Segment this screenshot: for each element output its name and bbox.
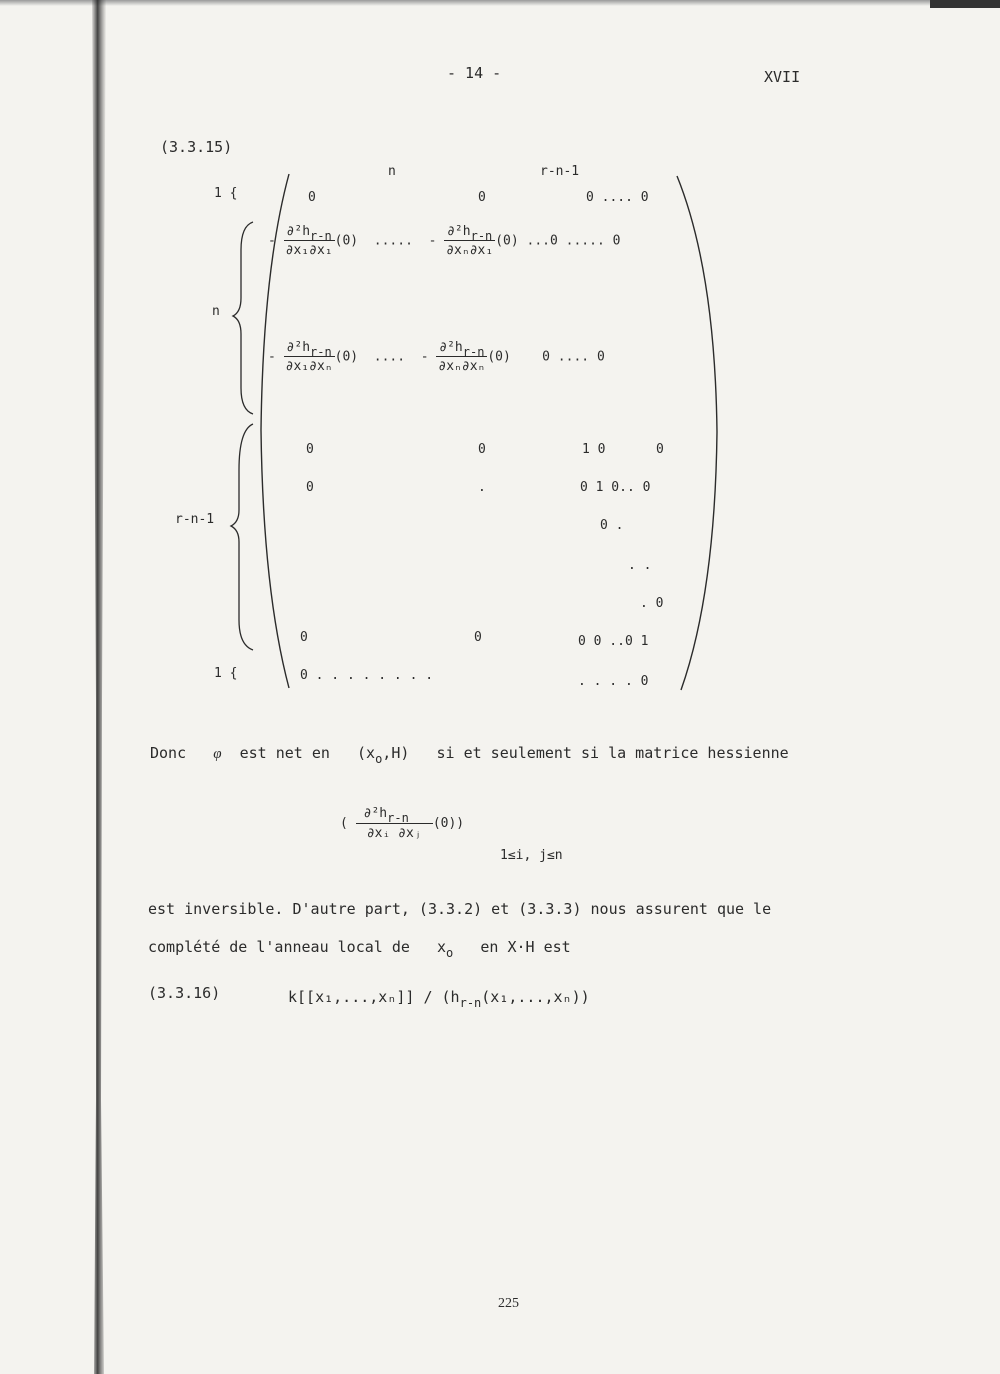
row-label-1-top: 1 { (214, 186, 238, 201)
word: ,H) (382, 744, 410, 762)
matrix-r1-c2: 0 (478, 190, 486, 205)
matrix-r7-c3: . . (628, 558, 652, 573)
phi-symbol: φ (213, 746, 222, 762)
frac-numerator-sub: r-n (310, 229, 332, 243)
minus-sign: - (268, 233, 276, 249)
matrix-r10-c3: . . . . 0 (578, 674, 649, 689)
matrix-row2 (268, 224, 620, 258)
word: est net en (239, 744, 330, 762)
equation-3-3-16 (288, 988, 590, 1010)
row-label-r-n-1: r-n-1 (175, 512, 215, 527)
word: (x (357, 744, 376, 762)
section-number: XVII (764, 68, 801, 86)
eval-at-zero: (0)) (432, 816, 465, 831)
equation-label: (3.3.15) (160, 138, 233, 156)
frac-denominator: ∂xₙ∂xₙ (438, 359, 486, 374)
inversible-sentence: est inversible. D'autre part, (3.3.2) et (3.3.3) nous assurent que le (148, 900, 772, 918)
frac-numerator-sub: r-n (310, 345, 332, 359)
ellipsis: ..... (373, 233, 413, 249)
matrix-r9-c3: 0 0 ..0 1 (578, 634, 649, 649)
word: complété de l'anneau local de (148, 938, 410, 956)
matrix-r1-c3: 0 .... 0 (586, 190, 649, 205)
column-label-n: n (388, 164, 396, 179)
eval-at-zero: (0) (487, 349, 511, 365)
eval-at-zero: (0) (495, 233, 519, 249)
matrix-r5-c1: 0 (306, 480, 314, 495)
fraction-d2h-dx1dxn (284, 340, 335, 374)
complete-sentence (148, 938, 571, 960)
frac-numerator: ∂²h (286, 340, 311, 355)
subscript: o (375, 752, 383, 766)
scan-mark (930, 0, 1000, 8)
matrix-r4-c3: 1 0 (582, 442, 606, 457)
frac-numerator-sub: r-n (470, 229, 493, 243)
frac-numerator: ∂²h (439, 340, 463, 355)
frac-numerator-sub: r-n (462, 345, 485, 359)
frac-denominator: ∂x₁∂xₙ (285, 359, 333, 374)
ellipsis: .... (373, 349, 406, 365)
scan-edge (0, 0, 1000, 6)
frac-numerator: ∂²h (286, 224, 311, 239)
frac-numerator: ∂²h (447, 224, 471, 239)
equation-label-2: (3.3.16) (148, 984, 221, 1002)
open-paren: ( (340, 816, 348, 831)
row-rest: 0 .... 0 (542, 349, 605, 365)
matrix-r9-c1: 0 (300, 630, 308, 645)
frac-denominator: ∂xᵢ ∂xⱼ (366, 826, 422, 841)
matrix-r4-c1: 0 (306, 442, 314, 457)
matrix-r4-c2: 0 (478, 442, 486, 457)
minus-sign: - (268, 349, 276, 365)
eq-body: k[[x₁,...,xₙ]] / (h (288, 988, 460, 1006)
eval-at-zero: (0) (334, 349, 359, 365)
eval-at-zero: (0) (334, 233, 359, 249)
hessian-matrix-expression (340, 806, 464, 841)
matrix-r5-c3: 0 1 0.. 0 (580, 480, 651, 495)
matrix-r4-c4: 0 (656, 442, 664, 457)
folio-number: 225 (498, 1296, 519, 1311)
eq-tail: (x₁,...,xₙ)) (481, 988, 590, 1006)
minus-sign: - (420, 349, 429, 365)
matrix-row3 (268, 340, 605, 374)
column-label-r-n-1: r-n-1 (540, 164, 580, 179)
row-rest: ...0 ..... 0 (526, 233, 621, 249)
frac-denominator: ∂xₙ∂x₁ (446, 243, 494, 258)
fraction-d2h-dxndx1 (444, 224, 495, 258)
binding-shadow (88, 0, 110, 1374)
word: si et seulement si la matrice hessienne (436, 744, 789, 762)
page-number: - 14 - (447, 64, 502, 82)
donc-sentence (150, 744, 789, 766)
word: x (437, 938, 447, 956)
matrix-r1-c1: 0 (308, 190, 316, 205)
hessian-fraction (356, 806, 433, 841)
matrix-r6-c3: 0 . (600, 518, 624, 533)
word: Donc (150, 744, 187, 762)
matrix-r10-c1: 0 . . . . . . . . (300, 668, 434, 683)
matrix-r9-c2: 0 (474, 630, 482, 645)
subscript: r-n (459, 996, 482, 1010)
hessian-index-range: 1≤i, j≤n (500, 848, 563, 863)
word: en X·H est (480, 938, 571, 956)
row-label-1-bottom: 1 { (214, 666, 238, 681)
matrix-r8-c3: . 0 (640, 596, 664, 611)
minus-sign: - (428, 233, 437, 249)
frac-denominator: ∂x₁∂x₁ (285, 243, 333, 258)
frac-numerator-sub: r-n (387, 811, 409, 825)
subscript: o (446, 946, 454, 960)
fraction-d2h-dxndxn (436, 340, 487, 374)
matrix-r5-c2: . (478, 480, 486, 495)
frac-numerator: ∂²h (363, 806, 388, 821)
fraction-d2h-dx1dx1 (284, 224, 335, 258)
row-label-n: n (212, 304, 220, 319)
